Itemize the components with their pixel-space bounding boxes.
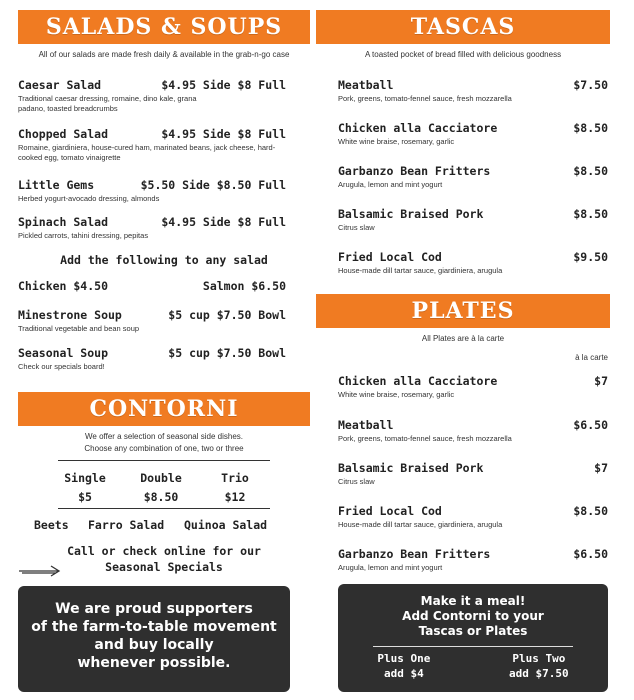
salads-note: All of our salads are made fresh daily & available in the grab-n-go case [38,50,290,59]
chalk-line: and buy locally [94,637,214,653]
menu-item [18,215,286,241]
item-desc: Herbed yogurt-avocado dressing, almonds [18,194,160,203]
item-desc: Check our specials board! [18,362,105,371]
chalk-divider [373,646,573,647]
item-price: $7 [594,374,608,388]
item-desc: Pork, greens, tomato-fennel sauce, fresh mozzarella [338,94,512,103]
item-price: $8.50 [573,121,608,135]
chalk-line: Make it a meal! [420,594,526,608]
item-name: Chopped Salad [18,127,109,141]
item-desc: Pickled carrots, tahini dressing, pepitas [18,231,149,240]
item-price: $9.50 [573,250,608,264]
item-desc: White wine braise, rosemary, garlic [338,390,455,399]
chalk-line: Tascas or Plates [418,624,528,638]
menu-item [338,164,608,190]
item-name: Spinach Salad [18,215,109,229]
option-price: add $7.50 [509,667,569,680]
size-label: Single [64,471,106,485]
item-price: $4.95 Side $8 Full [161,215,286,229]
size-label: Trio [221,471,249,485]
menu-item [18,178,286,204]
call-line-1: Call or check online for our [67,544,261,558]
item-price: $8.50 [573,504,608,518]
item-desc: Citrus slaw [338,223,375,232]
menu-item [338,461,608,487]
menu-item [18,127,286,163]
plates-banner [316,294,610,328]
item-name: Minestrone Soup [18,308,122,322]
size-price: $5 [78,490,92,504]
item-name: Garbanzo Bean Fritters [338,164,491,178]
menu-item [338,418,608,444]
contorni-banner [18,392,310,426]
menu-item [338,121,608,147]
chalkboard-left [18,586,290,692]
tascas-banner [316,10,610,44]
plates-title: PLATES [411,298,515,324]
add-salmon: Salmon $6.50 [202,279,286,293]
option-label: Plus Two [512,652,566,665]
side-option: Farro Salad [88,518,165,532]
item-price: $5 cup $7.50 Bowl [168,346,286,360]
item-desc: Romaine, giardiniera, house-cured ham, marinated beans, jack cheese, hard-cooked egg, tomato vinaigrette [18,143,276,162]
menu-item [338,547,608,573]
menu-item [338,504,608,530]
salads-banner [18,10,310,44]
meal-options [338,651,608,681]
item-name: Fried Local Cod [338,504,442,518]
divider [58,508,270,509]
item-desc: Pork, greens, tomato-fennel sauce, fresh mozzarella [338,434,512,443]
menu-item [18,308,286,334]
item-desc: House-made dill tartar sauce, giardiniera, arugula [338,520,503,529]
item-name: Meatball [338,78,394,92]
item-name: Fried Local Cod [338,250,442,264]
size-price: $12 [224,490,246,504]
item-name: Balsamic Braised Pork [338,207,484,221]
menu-item [18,346,286,372]
item-name: Chicken alla Cacciatore [338,121,498,135]
salads-title: SALADS & SOUPS [45,14,283,40]
item-desc: Citrus slaw [338,477,375,486]
contorni-note-2: Choose any combination of one, two or three [84,444,244,453]
item-name: Little Gems [18,178,95,192]
add-chicken: Chicken $4.50 [18,279,109,293]
plates-note: All Plates are à la carte [421,334,505,343]
tascas-title: TASCAS [410,14,516,40]
item-price: $7 [594,461,608,475]
item-price: $5.50 Side $8.50 Full [140,178,286,192]
size-label: Double [140,471,182,485]
option-price: add $4 [383,667,424,680]
meal-option [377,651,430,681]
chalk-line: whenever possible. [77,655,231,671]
side-option: Beets [34,518,69,532]
item-price: $4.95 Side $8 Full [161,127,286,141]
contorni-note-1: We offer a selection of seasonal side dishes. [84,432,244,441]
item-name: Meatball [338,418,394,432]
chalk-text [338,584,608,639]
item-name: Chicken alla Cacciatore [338,374,498,388]
size-price: $8.50 [143,490,179,504]
item-name: Seasonal Soup [18,346,109,360]
meal-option [509,651,569,681]
chalk-text [18,586,290,672]
alacarte-label: à la carte [575,353,608,362]
chalkboard-right [338,584,608,692]
chalk-line: We are proud supporters [55,601,253,617]
item-desc: White wine braise, rosemary, garlic [338,137,455,146]
item-desc: House-made dill tartar sauce, giardiniera, arugula [338,266,503,275]
item-name: Garbanzo Bean Fritters [338,547,491,561]
menu-item [338,207,608,233]
item-price: $4.95 Side $8 Full [161,78,286,92]
chalk-line: Add Contorni to your [402,609,544,623]
item-price: $7.50 [573,78,608,92]
item-name: Caesar Salad [18,78,102,92]
add-heading: Add the following to any salad [60,253,268,267]
chalk-line: of the farm-to-table movement [31,619,277,635]
item-price: $8.50 [573,207,608,221]
item-desc: Arugula, lemon and mint yogurt [338,180,443,189]
item-name: Balsamic Braised Pork [338,461,484,475]
item-price: $5 cup $7.50 Bowl [168,308,286,322]
contorni-title: CONTORNI [89,396,239,422]
divider [58,460,270,461]
item-price: $8.50 [573,164,608,178]
item-desc: Traditional caesar dressing, romaine, dino kale, grana padano, toasted breadcrumbs [18,94,197,113]
item-price: $6.50 [573,547,608,561]
tascas-note: A toasted pocket of bread filled with delicious goodness [364,50,562,59]
item-price: $6.50 [573,418,608,432]
menu-item [338,374,608,400]
menu-item [338,78,608,104]
call-line-2: Seasonal Specials [105,560,223,574]
side-option: Quinoa Salad [184,518,268,532]
item-desc: Arugula, lemon and mint yogurt [338,563,443,572]
menu-item [18,78,286,114]
option-label: Plus One [377,652,431,665]
menu-item [338,250,608,276]
item-desc: Traditional vegetable and bean soup [18,324,140,333]
